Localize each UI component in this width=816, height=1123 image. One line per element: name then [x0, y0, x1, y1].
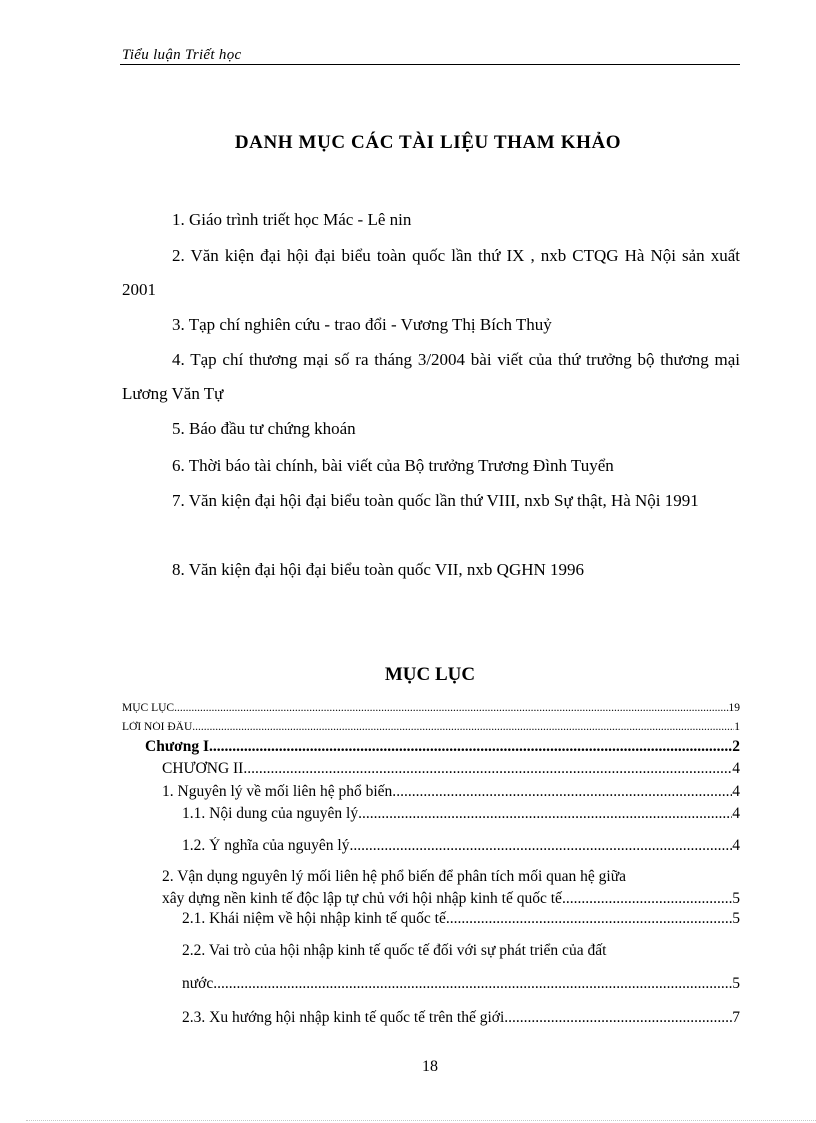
toc-leader-dots — [243, 760, 732, 778]
toc-entry-page: 4 — [732, 837, 740, 854]
toc-leader-dots — [192, 721, 734, 733]
toc-leader-dots — [349, 837, 732, 855]
header-rule — [120, 64, 740, 65]
toc-entry-page: 7 — [732, 1009, 740, 1026]
reference-item: 8. Văn kiện đại hội đại biểu toàn quốc VII, nxb QGHN 1996 — [172, 560, 585, 579]
toc-entry-label: MỤC LỤC — [122, 702, 175, 714]
reference-item: 1. Giáo trình triết học Mác - Lê nin — [172, 210, 412, 229]
toc-leader-dots — [446, 910, 732, 928]
toc-entry[interactable] — [122, 702, 740, 714]
reference-item: 3. Tạp chí nghiên cứu - trao đổi - Vương Thị Bích Thuỷ — [172, 315, 552, 334]
footer-rule — [26, 1120, 816, 1121]
toc-entry[interactable] — [182, 805, 740, 823]
toc-leader-dots — [562, 890, 732, 908]
toc-entry-page: 5 — [732, 975, 740, 992]
running-header-title: Tiểu luận Triết học — [122, 47, 242, 63]
toc-entry[interactable] — [182, 910, 740, 928]
toc-leader-dots — [358, 805, 732, 823]
toc-leader-dots — [217, 975, 732, 993]
toc-entry[interactable] — [145, 738, 740, 756]
toc-entry-label: 2.1. Khái niệm về hội nhập kinh tế quốc tế — [182, 910, 446, 927]
reference-item: 7. Văn kiện đại hội đại biểu toàn quốc lần thứ VIII, nxb Sự thật, Hà Nội 1991 — [172, 491, 699, 510]
reference-item: 4. Tạp chí thương mại số ra tháng 3/2004 bài viết của thứ trưởng bộ thương mại Lương Văn Tự — [122, 350, 740, 403]
toc-entry[interactable] — [162, 760, 740, 778]
page-number: 18 — [422, 1058, 438, 1075]
toc-leader-dots — [396, 783, 732, 801]
toc-entry[interactable] — [182, 837, 740, 855]
toc-leader-dots — [209, 738, 732, 756]
toc-entry-label: 1.1. Nội dung của nguyên lý — [182, 805, 359, 822]
toc-entry-label[interactable]: 2.2. Vai trò của hội nhập kinh tế quốc tế đối với sự phát triển của đất — [182, 942, 607, 959]
toc-entry[interactable] — [162, 783, 740, 801]
toc-entry[interactable] — [182, 1009, 740, 1027]
reference-item: 5. Báo đầu tư chứng khoán — [172, 419, 356, 438]
toc-entry-page: 2 — [732, 738, 740, 755]
toc-leader-dots — [504, 1009, 732, 1027]
toc-entry-label: LỜI NÓI ĐẦU — [122, 721, 193, 733]
toc-leader-dots — [174, 702, 728, 714]
toc-entry-page: 4 — [732, 805, 740, 822]
toc-title: MỤC LỤC — [384, 664, 476, 685]
toc-entry-page: 1 — [734, 721, 740, 733]
references-title: DANH MỤC CÁC TÀI LIỆU THAM KHẢO — [234, 132, 622, 153]
toc-entry[interactable] — [182, 975, 740, 993]
toc-entry-label: Chương I — [145, 738, 209, 755]
toc-entry-page: 19 — [728, 702, 740, 714]
toc-entry-label: 1. Nguyên lý về mối liên hệ phổ biến. — [162, 783, 397, 800]
reference-item: 2. Văn kiện đại hội đại biểu toàn quốc lần thứ IX , nxb CTQG Hà Nội sản xuất 2001 — [122, 246, 740, 299]
toc-entry-label: CHƯƠNG II — [162, 760, 244, 777]
toc-entry-label: 2.3. Xu hướng hội nhập kinh tế quốc tế trên thế giới — [182, 1009, 505, 1026]
reference-item: 6. Thời báo tài chính, bài viết của Bộ trưởng Trương Đình Tuyển — [172, 456, 614, 475]
toc-entry-page: 4 — [732, 783, 740, 800]
toc-entry-page: 4 — [732, 760, 740, 777]
toc-entry-label: 1.2. Ý nghĩa của nguyên lý — [182, 837, 350, 854]
toc-entry-label[interactable]: 2. Vận dụng nguyên lý mối liên hệ phổ biến để phân tích mối quan hệ giữa — [162, 868, 626, 885]
toc-entry[interactable] — [162, 890, 740, 908]
toc-entry-label-cont: nước. — [182, 975, 218, 992]
toc-entry-page: 5 — [732, 890, 740, 907]
toc-entry-page: 5 — [732, 910, 740, 927]
toc-entry[interactable] — [122, 721, 740, 733]
toc-entry-label-cont: xây dựng nền kinh tế độc lập tự chủ với hội nhập kinh tế quốc tế — [162, 890, 562, 907]
